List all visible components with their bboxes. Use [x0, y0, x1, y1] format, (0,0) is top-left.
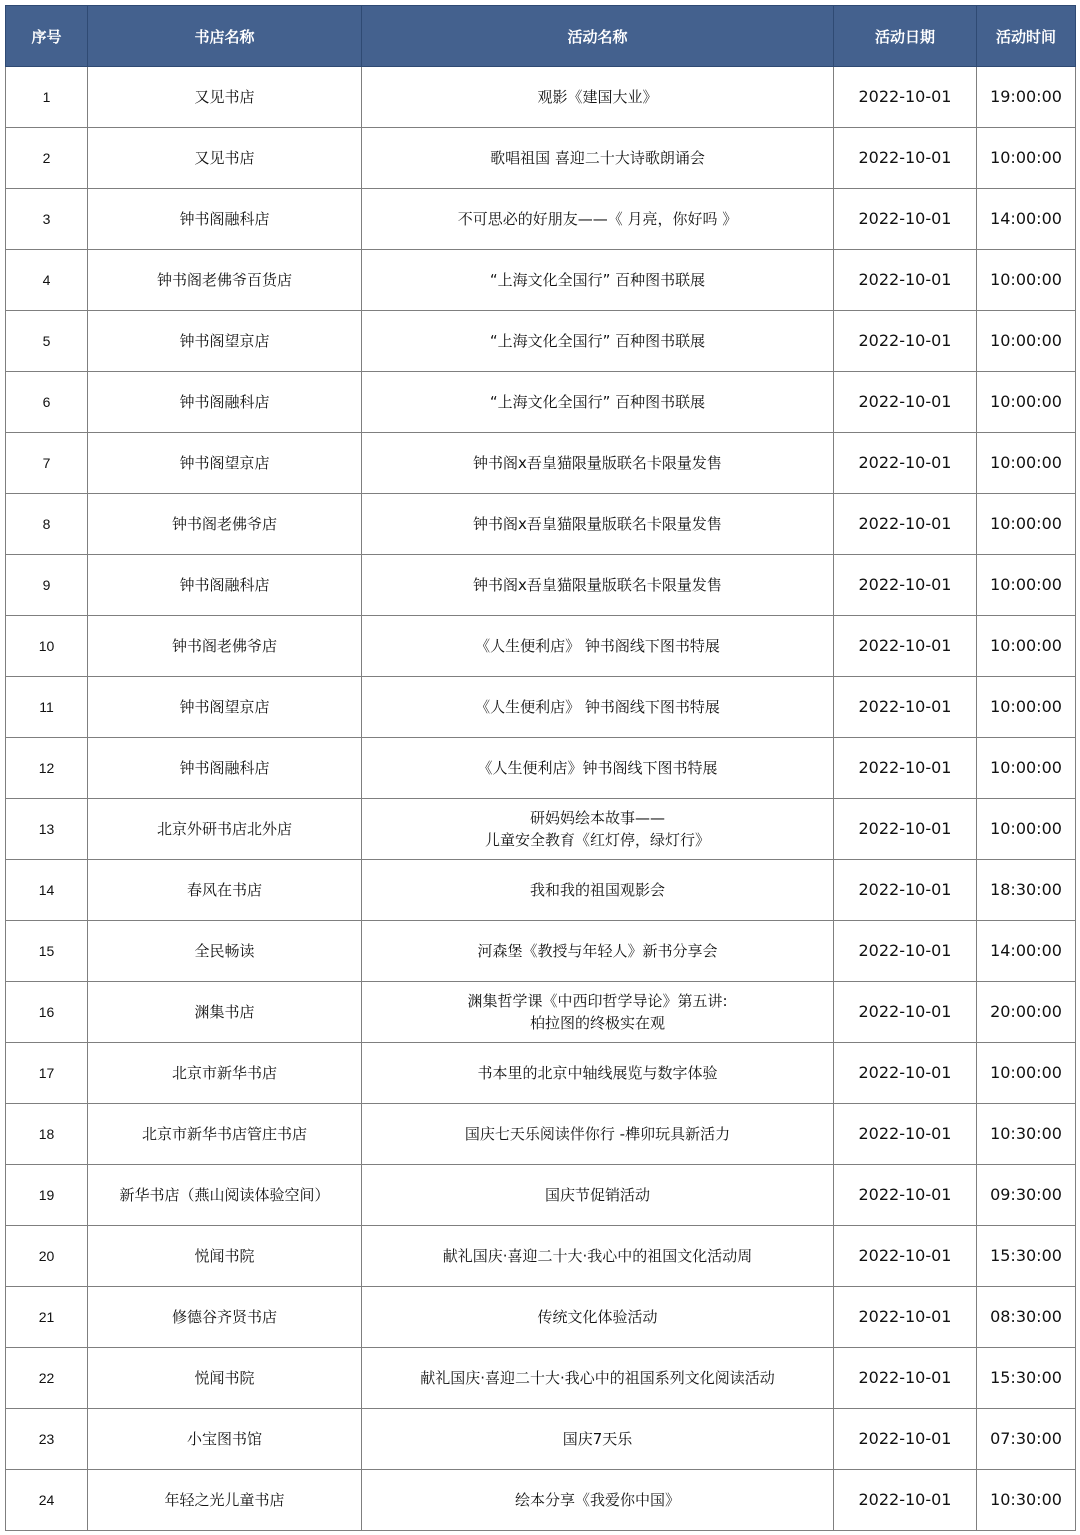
activity-time: 10:00:00 — [977, 1043, 1076, 1104]
activity-date: 2022-10-01 — [834, 982, 977, 1043]
table-row — [6, 1348, 1076, 1409]
activity-line: 绘本分享《我爱你中国》 — [514, 1491, 680, 1509]
store-name: 钟书阁融科店 — [88, 189, 362, 250]
activity-name — [362, 372, 834, 433]
activity-date: 2022-10-01 — [834, 1104, 977, 1165]
table-row — [6, 677, 1076, 738]
activity-line: 儿童安全教育《红灯停，绿灯行》 — [484, 831, 710, 849]
activity-time: 20:00:00 — [977, 982, 1076, 1043]
activity-date: 2022-10-01 — [834, 616, 977, 677]
activity-time: 10:00:00 — [977, 738, 1076, 799]
activity-time: 09:30:00 — [977, 1165, 1076, 1226]
row-number: 22 — [6, 1348, 88, 1409]
store-name: 修德谷齐贤书店 — [88, 1287, 362, 1348]
row-number: 16 — [6, 982, 88, 1043]
header-no: 序号 — [6, 6, 88, 67]
activity-line: 《人生便利店》 钟书阁线下图书特展 — [475, 637, 720, 655]
row-number: 8 — [6, 494, 88, 555]
row-number: 3 — [6, 189, 88, 250]
store-name: 钟书阁望京店 — [88, 433, 362, 494]
activity-date: 2022-10-01 — [834, 738, 977, 799]
store-name: 钟书阁融科店 — [88, 372, 362, 433]
table-row — [6, 1409, 1076, 1470]
row-number: 2 — [6, 128, 88, 189]
activity-line: “上海文化全国行” 百种图书联展 — [489, 271, 706, 289]
table-row — [6, 1104, 1076, 1165]
row-number: 19 — [6, 1165, 88, 1226]
activity-line: 钟书阁x吾皇猫限量版联名卡限量发售 — [473, 515, 722, 533]
activity-name — [362, 860, 834, 921]
table-row — [6, 67, 1076, 128]
activity-date: 2022-10-01 — [834, 494, 977, 555]
activity-time: 10:00:00 — [977, 799, 1076, 860]
table-row — [6, 555, 1076, 616]
store-name: 钟书阁望京店 — [88, 311, 362, 372]
activity-date: 2022-10-01 — [834, 128, 977, 189]
activity-date: 2022-10-01 — [834, 67, 977, 128]
activity-date: 2022-10-01 — [834, 1165, 977, 1226]
row-number: 15 — [6, 921, 88, 982]
store-name: 年轻之光儿童书店 — [88, 1470, 362, 1531]
activity-line: 钟书阁x吾皇猫限量版联名卡限量发售 — [473, 576, 722, 594]
store-name: 北京市新华书店管庄书店 — [88, 1104, 362, 1165]
activity-time: 08:30:00 — [977, 1287, 1076, 1348]
table-row — [6, 372, 1076, 433]
activity-date: 2022-10-01 — [834, 189, 977, 250]
store-name: 又见书店 — [88, 128, 362, 189]
activity-date: 2022-10-01 — [834, 372, 977, 433]
activity-time: 10:00:00 — [977, 677, 1076, 738]
activity-time: 10:00:00 — [977, 616, 1076, 677]
activity-line: 河森堡《教授与年轻人》新书分享会 — [477, 942, 718, 960]
activity-time: 10:00:00 — [977, 555, 1076, 616]
activity-name — [362, 555, 834, 616]
row-number: 12 — [6, 738, 88, 799]
activity-line: 柏拉图的终极实在观 — [529, 1014, 665, 1032]
row-number: 4 — [6, 250, 88, 311]
table-row — [6, 799, 1076, 860]
activity-line: 国庆节促销活动 — [544, 1186, 650, 1204]
table-row — [6, 738, 1076, 799]
activity-line: 歌唱祖国 喜迎二十大诗歌朗诵会 — [490, 149, 705, 167]
row-number: 14 — [6, 860, 88, 921]
activity-time: 10:00:00 — [977, 494, 1076, 555]
activity-line: 国庆7天乐 — [562, 1430, 633, 1448]
activity-line: 传统文化体验活动 — [537, 1308, 658, 1326]
activity-date: 2022-10-01 — [834, 311, 977, 372]
activity-name — [362, 921, 834, 982]
table-row — [6, 616, 1076, 677]
activity-name — [362, 1165, 834, 1226]
activity-line: 献礼国庆·喜迎二十大·我心中的祖国系列文化阅读活动 — [420, 1369, 775, 1387]
activity-name — [362, 1287, 834, 1348]
table-row — [6, 921, 1076, 982]
table-row — [6, 860, 1076, 921]
activity-name — [362, 250, 834, 311]
table-row — [6, 1043, 1076, 1104]
table-row — [6, 189, 1076, 250]
row-number: 5 — [6, 311, 88, 372]
table-header — [6, 6, 1076, 67]
activity-time: 15:30:00 — [977, 1226, 1076, 1287]
activity-line: 国庆七天乐阅读伴你行 -榫卯玩具新活力 — [464, 1125, 731, 1143]
store-name: 春风在书店 — [88, 860, 362, 921]
row-number: 13 — [6, 799, 88, 860]
activity-name — [362, 494, 834, 555]
row-number: 7 — [6, 433, 88, 494]
row-number: 20 — [6, 1226, 88, 1287]
store-name: 北京市新华书店 — [88, 1043, 362, 1104]
store-name: 悦闻书院 — [88, 1348, 362, 1409]
event-table-container — [5, 5, 1075, 1531]
table-row — [6, 311, 1076, 372]
store-name: 全民畅读 — [88, 921, 362, 982]
activity-name — [362, 1348, 834, 1409]
activity-time: 10:00:00 — [977, 433, 1076, 494]
row-number: 6 — [6, 372, 88, 433]
store-name: 悦闻书院 — [88, 1226, 362, 1287]
activity-time: 15:30:00 — [977, 1348, 1076, 1409]
store-name: 钟书阁老佛爷百货店 — [88, 250, 362, 311]
store-name: 新华书店（燕山阅读体验空间） — [88, 1165, 362, 1226]
activity-line: “上海文化全国行” 百种图书联展 — [489, 393, 706, 411]
activity-line: 研妈妈绘本故事—— — [529, 809, 665, 827]
activity-line: 《人生便利店》 钟书阁线下图书特展 — [475, 698, 720, 716]
activity-date: 2022-10-01 — [834, 555, 977, 616]
activity-date: 2022-10-01 — [834, 860, 977, 921]
store-name: 钟书阁望京店 — [88, 677, 362, 738]
activity-line: 观影《建国大业》 — [537, 88, 658, 106]
activity-date: 2022-10-01 — [834, 1226, 977, 1287]
activity-line: 渊集哲学课《中西印哲学导论》第五讲: — [467, 992, 728, 1010]
activity-line: 不可思必的好朋友——《 月亮，你好吗 》 — [457, 210, 738, 228]
activity-time: 14:00:00 — [977, 189, 1076, 250]
store-name: 钟书阁老佛爷店 — [88, 494, 362, 555]
activity-name — [362, 799, 834, 860]
store-name: 钟书阁老佛爷店 — [88, 616, 362, 677]
activity-time: 18:30:00 — [977, 860, 1076, 921]
table-row — [6, 1226, 1076, 1287]
activity-time: 14:00:00 — [977, 921, 1076, 982]
activity-date: 2022-10-01 — [834, 1043, 977, 1104]
row-number: 9 — [6, 555, 88, 616]
activity-line: 书本里的北京中轴线展览与数字体验 — [477, 1064, 718, 1082]
table-row — [6, 128, 1076, 189]
activity-date: 2022-10-01 — [834, 1470, 977, 1531]
activity-time: 10:00:00 — [977, 128, 1076, 189]
activity-time: 19:00:00 — [977, 67, 1076, 128]
row-number: 24 — [6, 1470, 88, 1531]
store-name: 北京外研书店北外店 — [88, 799, 362, 860]
activity-date: 2022-10-01 — [834, 1348, 977, 1409]
activity-name — [362, 982, 834, 1043]
activity-line: “上海文化全国行” 百种图书联展 — [489, 332, 706, 350]
table-row — [6, 433, 1076, 494]
table-row — [6, 1470, 1076, 1531]
store-name: 钟书阁融科店 — [88, 738, 362, 799]
activity-line: 献礼国庆·喜迎二十大·我心中的祖国文化活动周 — [442, 1247, 753, 1265]
activity-name — [362, 1043, 834, 1104]
activity-name — [362, 189, 834, 250]
activity-name — [362, 433, 834, 494]
activity-name — [362, 616, 834, 677]
activity-time: 10:00:00 — [977, 311, 1076, 372]
table-row — [6, 494, 1076, 555]
store-name: 钟书阁融科店 — [88, 555, 362, 616]
activity-line: 钟书阁x吾皇猫限量版联名卡限量发售 — [473, 454, 722, 472]
store-name: 又见书店 — [88, 67, 362, 128]
activity-name — [362, 1104, 834, 1165]
activity-time: 10:00:00 — [977, 250, 1076, 311]
table-body — [6, 67, 1076, 1531]
activity-date: 2022-10-01 — [834, 1287, 977, 1348]
activity-date: 2022-10-01 — [834, 250, 977, 311]
table-row — [6, 250, 1076, 311]
store-name: 渊集书店 — [88, 982, 362, 1043]
activity-time: 10:00:00 — [977, 372, 1076, 433]
activity-time: 10:30:00 — [977, 1104, 1076, 1165]
header-store: 书店名称 — [88, 6, 362, 67]
activity-name — [362, 311, 834, 372]
table-row — [6, 1165, 1076, 1226]
activity-date: 2022-10-01 — [834, 677, 977, 738]
row-number: 23 — [6, 1409, 88, 1470]
row-number: 1 — [6, 67, 88, 128]
table-row — [6, 982, 1076, 1043]
activity-date: 2022-10-01 — [834, 433, 977, 494]
activity-name — [362, 1409, 834, 1470]
activity-date: 2022-10-01 — [834, 799, 977, 860]
activity-line: 《人生便利店》钟书阁线下图书特展 — [477, 759, 718, 777]
row-number: 10 — [6, 616, 88, 677]
activity-name — [362, 1470, 834, 1531]
header-time: 活动时间 — [977, 6, 1076, 67]
activity-name — [362, 677, 834, 738]
activity-time: 10:30:00 — [977, 1470, 1076, 1531]
activity-date: 2022-10-01 — [834, 1409, 977, 1470]
row-number: 21 — [6, 1287, 88, 1348]
activity-name — [362, 738, 834, 799]
header-row — [6, 6, 1076, 67]
row-number: 17 — [6, 1043, 88, 1104]
header-activity: 活动名称 — [362, 6, 834, 67]
store-name: 小宝图书馆 — [88, 1409, 362, 1470]
activity-name — [362, 67, 834, 128]
event-table — [5, 5, 1076, 1531]
row-number: 18 — [6, 1104, 88, 1165]
row-number: 11 — [6, 677, 88, 738]
table-row — [6, 1287, 1076, 1348]
header-date: 活动日期 — [834, 6, 977, 67]
activity-line: 我和我的祖国观影会 — [529, 881, 665, 899]
activity-time: 07:30:00 — [977, 1409, 1076, 1470]
activity-name — [362, 128, 834, 189]
activity-name — [362, 1226, 834, 1287]
activity-date: 2022-10-01 — [834, 921, 977, 982]
